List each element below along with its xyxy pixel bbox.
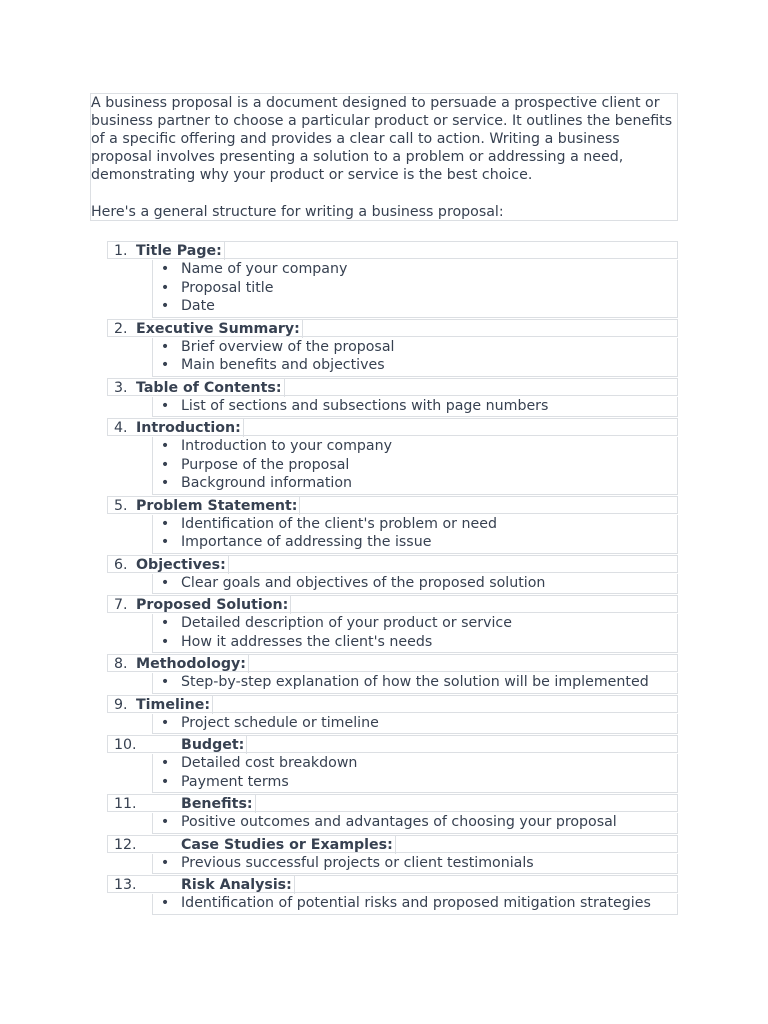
section-bullets <box>152 437 678 495</box>
section-heading <box>107 794 678 812</box>
section-title: Methodology: <box>136 655 249 673</box>
section-bullets <box>152 854 678 875</box>
list-item-text: Previous successful projects or client testimonials <box>181 854 534 871</box>
list-item <box>153 773 677 792</box>
section-title: Proposed Solution: <box>136 596 291 614</box>
section-heading <box>107 496 678 514</box>
bullet-icon: • <box>160 773 170 790</box>
list-item-text: Name of your company <box>181 261 348 277</box>
list-item <box>153 894 677 913</box>
section-title: Budget: <box>181 736 247 754</box>
list-item <box>153 614 677 633</box>
section-title: Benefits: <box>181 795 256 813</box>
list-item-text: Importance of addressing the issue <box>181 534 432 550</box>
proposal-structure-list <box>107 241 678 916</box>
bullet-icon: • <box>160 895 170 911</box>
bullet-icon: • <box>160 674 170 690</box>
bullet-icon: • <box>160 814 170 830</box>
section-heading <box>107 695 678 713</box>
section-heading <box>107 418 678 436</box>
bullet-icon: • <box>160 714 170 731</box>
list-item-text: Main benefits and objectives <box>181 357 385 373</box>
list-item <box>153 574 677 593</box>
list-item <box>153 279 677 298</box>
list-item-text: Purpose of the proposal <box>181 456 350 473</box>
section-heading <box>107 241 678 259</box>
section-heading <box>107 378 678 396</box>
list-item <box>153 754 677 773</box>
bullet-icon: • <box>160 633 170 650</box>
section-bullets <box>152 397 678 418</box>
list-item-text: Date <box>181 298 215 314</box>
section-bullets <box>152 813 678 834</box>
section-number: 7. <box>114 597 128 613</box>
section-bullets <box>152 614 678 653</box>
section-heading <box>107 654 678 672</box>
bullet-icon: • <box>160 456 170 473</box>
section-title: Risk Analysis: <box>181 876 295 894</box>
section-heading <box>107 319 678 337</box>
section-number: 6. <box>114 556 128 573</box>
list-item-text: Step-by-step explanation of how the solution will be implemented <box>181 674 649 690</box>
list-item <box>153 474 677 493</box>
bullet-icon: • <box>160 279 170 296</box>
bullet-icon: • <box>160 475 170 491</box>
list-item-text: Brief overview of the proposal <box>181 338 395 355</box>
section-title: Objectives: <box>136 556 229 574</box>
list-item-text: Identification of potential risks and proposed mitigation strategies <box>181 895 651 911</box>
section-heading <box>107 835 678 853</box>
section-title: Case Studies or Examples: <box>181 836 396 854</box>
list-item <box>153 533 677 552</box>
section-title: Table of Contents: <box>136 379 285 397</box>
bullet-icon: • <box>160 357 170 373</box>
section-number: 8. <box>114 656 128 672</box>
section-bullets <box>152 894 678 915</box>
bullet-icon: • <box>160 755 170 771</box>
intro-lead-text: Here's a general structure for writing a business proposal: <box>91 204 504 220</box>
list-item <box>153 338 677 357</box>
section-number: 1. <box>114 243 128 259</box>
list-item <box>153 356 677 375</box>
section-bullets <box>152 338 678 377</box>
section-bullets <box>152 673 678 694</box>
section-heading <box>107 875 678 893</box>
section-bullets <box>152 260 678 318</box>
section-number: 13. <box>114 877 137 893</box>
list-item <box>153 397 677 416</box>
section-bullets <box>152 754 678 793</box>
list-item <box>153 297 677 316</box>
list-item-text: Clear goals and objectives of the proposed solution <box>181 574 546 591</box>
list-item-text: Detailed description of your product or service <box>181 615 512 631</box>
list-item-text: Positive outcomes and advantages of choosing your proposal <box>181 814 617 830</box>
bullet-icon: • <box>160 298 170 314</box>
section-title: Introduction: <box>136 419 244 437</box>
list-item <box>153 456 677 475</box>
section-bullets <box>152 574 678 595</box>
list-item-text: How it addresses the client's needs <box>181 633 433 650</box>
list-item <box>153 854 677 873</box>
list-item-text: Identification of the client's problem or need <box>181 515 497 532</box>
list-item-text: Detailed cost breakdown <box>181 755 358 771</box>
bullet-icon: • <box>160 574 170 591</box>
bullet-icon: • <box>160 438 170 454</box>
list-item <box>153 260 677 279</box>
bullet-icon: • <box>160 515 170 532</box>
section-title: Problem Statement: <box>136 497 300 515</box>
section-bullets <box>152 515 678 554</box>
section-number: 2. <box>114 320 128 337</box>
list-item-text: Project schedule or timeline <box>181 714 379 731</box>
list-item <box>153 437 677 456</box>
list-item <box>153 813 677 832</box>
bullet-icon: • <box>160 854 170 871</box>
list-item-text: List of sections and subsections with page numbers <box>181 397 549 414</box>
section-number: 12. <box>114 836 137 853</box>
intro-paragraph: A business proposal is a document designed to persuade a prospective client or business partner to choose a particular product or service. It outlines the benefits of a specific offering and provides a clear call to action. Writing a business proposal involves presenting a solution to a problem or addressing a need, demonstrating why your product or service is the best choice. <box>91 95 673 183</box>
bullet-icon: • <box>160 397 170 414</box>
bullet-icon: • <box>160 261 170 277</box>
list-item-text: Introduction to your company <box>181 438 392 454</box>
list-item-text: Payment terms <box>181 773 289 790</box>
section-heading <box>107 555 678 573</box>
section-number: 4. <box>114 420 128 436</box>
section-number: 11. <box>114 796 137 812</box>
section-number: 5. <box>114 497 128 514</box>
intro-box <box>90 93 678 221</box>
list-item-text: Background information <box>181 475 353 491</box>
list-item <box>153 633 677 652</box>
list-item <box>153 673 677 692</box>
section-title: Executive Summary: <box>136 320 303 338</box>
section-title: Timeline: <box>136 696 213 714</box>
section-heading <box>107 595 678 613</box>
bullet-icon: • <box>160 338 170 355</box>
bullet-icon: • <box>160 534 170 550</box>
list-item <box>153 515 677 534</box>
section-number: 10. <box>114 737 137 753</box>
section-number: 9. <box>114 696 128 713</box>
section-number: 3. <box>114 379 128 396</box>
bullet-icon: • <box>160 615 170 631</box>
section-heading <box>107 735 678 753</box>
list-item-text: Proposal title <box>181 279 274 296</box>
section-bullets <box>152 714 678 735</box>
list-item <box>153 714 677 733</box>
section-title: Title Page: <box>136 242 225 260</box>
